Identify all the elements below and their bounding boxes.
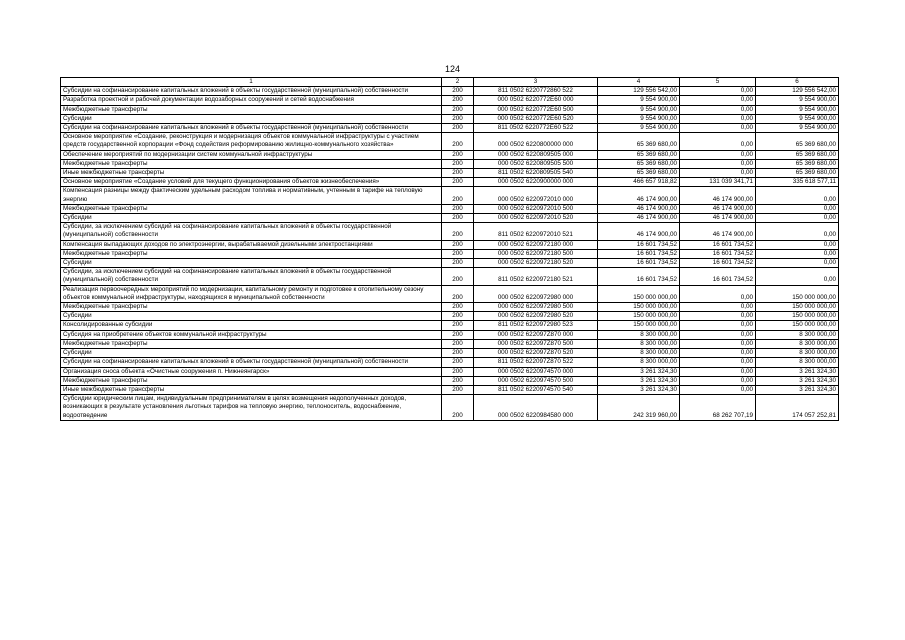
item-name: Субсидии — [61, 349, 442, 358]
amount-col6: 65 369 680,00 — [756, 133, 839, 150]
amount-col5: 46 174 900,00 — [680, 214, 756, 223]
item-name: Иные межбюджетные трансферты — [61, 169, 442, 178]
line-code: 200 — [442, 249, 474, 258]
amount-col4: 150 000 000,00 — [598, 312, 680, 321]
amount-col4: 3 261 324,30 — [598, 367, 680, 376]
item-name: Межбюджетные трансферты — [61, 303, 442, 312]
line-code: 200 — [442, 339, 474, 348]
amount-col5: 0,00 — [680, 87, 756, 96]
amount-col5: 0,00 — [680, 124, 756, 133]
line-code: 200 — [442, 268, 474, 285]
amount-col4: 9 554 900,00 — [598, 96, 680, 105]
amount-col4: 9 554 900,00 — [598, 114, 680, 123]
item-name: Субсидии юридическим лицам, индивидуальным предпринимателям в целях возмещения недополученных доходов, возникающих в результате установления льготных тарифов на тепловую энергию, теплоноситель, водоснабжение, водоотведение — [61, 395, 442, 421]
budget-classification-code: 811 0502 6220972180 521 — [474, 268, 598, 285]
line-code: 200 — [442, 105, 474, 114]
amount-col5: 0,00 — [680, 169, 756, 178]
table-row — [61, 385, 839, 394]
budget-classification-code: 000 0502 6220800000 000 — [474, 133, 598, 150]
amount-col4: 46 174 900,00 — [598, 214, 680, 223]
item-name: Межбюджетные трансферты — [61, 249, 442, 258]
budget-classification-code: 000 0502 6220772E60 000 — [474, 96, 598, 105]
page-number: 124 — [444, 64, 461, 74]
amount-col6: 65 369 680,00 — [756, 150, 839, 159]
amount-col6: 65 369 680,00 — [756, 159, 839, 168]
item-name: Основное мероприятие «Создание, реконструкция и модернизация объектов коммунальной инфраструктуры с участием средств государственной корпорации «Фонд содействия реформированию жилищно-коммунального хозяйства» — [61, 133, 442, 150]
amount-col5: 0,00 — [680, 133, 756, 150]
header-row — [61, 78, 839, 87]
amount-col6: 150 000 000,00 — [756, 285, 839, 302]
budget-classification-code: 811 0502 622097Z870 522 — [474, 358, 598, 367]
budget-classification-code: 000 0502 6220972010 500 — [474, 204, 598, 213]
budget-classification-code: 000 0502 6220972180 000 — [474, 240, 598, 249]
table-row — [61, 240, 839, 249]
budget-classification-code: 000 0502 6220972010 000 — [474, 187, 598, 204]
budget-classification-code: 000 0502 622097Z870 520 — [474, 349, 598, 358]
table-row — [61, 105, 839, 114]
amount-col4: 8 300 000,00 — [598, 330, 680, 339]
table-body — [61, 87, 839, 421]
amount-col4: 46 174 900,00 — [598, 223, 680, 240]
item-name: Обеспечение мероприятий по модернизации систем коммунальной инфраструктуры — [61, 150, 442, 159]
line-code: 200 — [442, 87, 474, 96]
amount-col6: 0,00 — [756, 268, 839, 285]
amount-col6: 8 300 000,00 — [756, 339, 839, 348]
amount-col5: 0,00 — [680, 96, 756, 105]
table-row — [61, 268, 839, 285]
table-row — [61, 349, 839, 358]
amount-col5: 0,00 — [680, 349, 756, 358]
budget-classification-code: 811 0502 6220972010 521 — [474, 223, 598, 240]
header-cell: 2 — [442, 78, 474, 87]
budget-classification-code: 000 0502 6220972980 500 — [474, 303, 598, 312]
header-cell: 5 — [680, 78, 756, 87]
amount-col4: 65 369 680,00 — [598, 150, 680, 159]
amount-col4: 9 554 900,00 — [598, 124, 680, 133]
item-name: Основное мероприятие «Создание условий для текущего функционирования объектов жизнеобеспечения» — [61, 178, 442, 187]
amount-col5: 0,00 — [680, 321, 756, 330]
amount-col4: 65 369 680,00 — [598, 159, 680, 168]
amount-col4: 46 174 900,00 — [598, 187, 680, 204]
item-name: Субсидии — [61, 114, 442, 123]
amount-col5: 131 039 341,71 — [680, 178, 756, 187]
amount-col4: 9 554 900,00 — [598, 105, 680, 114]
table-row — [61, 178, 839, 187]
item-name: Межбюджетные трансферты — [61, 204, 442, 213]
amount-col6: 150 000 000,00 — [756, 303, 839, 312]
amount-col6: 0,00 — [756, 223, 839, 240]
amount-col5: 0,00 — [680, 385, 756, 394]
item-name: Межбюджетные трансферты — [61, 376, 442, 385]
item-name: Субсидии — [61, 312, 442, 321]
amount-col5: 16 601 734,52 — [680, 259, 756, 268]
amount-col5: 46 174 900,00 — [680, 204, 756, 213]
amount-col4: 16 601 734,52 — [598, 268, 680, 285]
table-row — [61, 321, 839, 330]
line-code: 200 — [442, 124, 474, 133]
amount-col5: 0,00 — [680, 285, 756, 302]
table-row — [61, 285, 839, 302]
table-row — [61, 124, 839, 133]
table-row — [61, 395, 839, 421]
amount-col4: 16 601 734,52 — [598, 259, 680, 268]
amount-col6: 8 300 000,00 — [756, 349, 839, 358]
table-row — [61, 330, 839, 339]
budget-classification-code: 811 0502 6220972980 523 — [474, 321, 598, 330]
table-row — [61, 87, 839, 96]
amount-col6: 129 556 542,00 — [756, 87, 839, 96]
table-row — [61, 312, 839, 321]
line-code: 200 — [442, 133, 474, 150]
budget-classification-code: 811 0502 6220772E60 522 — [474, 124, 598, 133]
line-code: 200 — [442, 187, 474, 204]
amount-col5: 0,00 — [680, 114, 756, 123]
budget-classification-code: 000 0502 6220809505 500 — [474, 159, 598, 168]
budget-classification-code: 000 0502 6220972180 500 — [474, 249, 598, 258]
item-name: Консолидированные субсидии — [61, 321, 442, 330]
table-row — [61, 358, 839, 367]
budget-classification-code: 000 0502 6220809505 000 — [474, 150, 598, 159]
amount-col4: 466 657 918,82 — [598, 178, 680, 187]
line-code: 200 — [442, 159, 474, 168]
amount-col5: 68 262 707,19 — [680, 395, 756, 421]
table-row — [61, 114, 839, 123]
budget-classification-code: 811 0502 6220974570 540 — [474, 385, 598, 394]
table-row — [61, 303, 839, 312]
budget-classification-code: 000 0502 6220772E60 520 — [474, 114, 598, 123]
table-row — [61, 376, 839, 385]
table-row — [61, 150, 839, 159]
budget-classification-code: 811 0502 6220772860 522 — [474, 87, 598, 96]
amount-col6: 9 554 900,00 — [756, 124, 839, 133]
line-code: 200 — [442, 150, 474, 159]
line-code: 200 — [442, 240, 474, 249]
item-name: Субсидии, за исключением субсидий на софинансирование капитальных вложений в объекты государственной (муниципальной) собственности — [61, 223, 442, 240]
amount-col6: 8 300 000,00 — [756, 330, 839, 339]
line-code: 200 — [442, 96, 474, 105]
amount-col6: 0,00 — [756, 240, 839, 249]
amount-col5: 0,00 — [680, 159, 756, 168]
amount-col5: 0,00 — [680, 150, 756, 159]
line-code: 200 — [442, 169, 474, 178]
line-code: 200 — [442, 204, 474, 213]
table-row — [61, 214, 839, 223]
line-code: 200 — [442, 330, 474, 339]
line-code: 200 — [442, 114, 474, 123]
item-name: Субсидия на приобретение объектов коммунальной инфраструктуры — [61, 330, 442, 339]
line-code: 200 — [442, 358, 474, 367]
item-name: Компенсация разницы между фактическим удельным расходом топлива и нормативным, учтенным в тарифе на тепловую энергию — [61, 187, 442, 204]
item-name: Реализация первоочередных мероприятий по модернизации, капитальному ремонту и подготовке к отопительному сезону объектов коммунальной инфраструктуры, находящихся в муниципальной собственности — [61, 285, 442, 302]
amount-col5: 0,00 — [680, 367, 756, 376]
amount-col6: 8 300 000,00 — [756, 358, 839, 367]
amount-col4: 8 300 000,00 — [598, 358, 680, 367]
amount-col6: 9 554 900,00 — [756, 96, 839, 105]
item-name: Организация сноса объекта «Очистные сооружения п. Нижнеянгарск» — [61, 367, 442, 376]
amount-col4: 3 261 324,30 — [598, 385, 680, 394]
budget-classification-code: 000 0502 6220900000 000 — [474, 178, 598, 187]
item-name: Субсидии на софинансирование капитальных вложений в объекты государственной (муниципальной) собственности — [61, 358, 442, 367]
amount-col5: 0,00 — [680, 339, 756, 348]
line-code: 200 — [442, 367, 474, 376]
table-row — [61, 259, 839, 268]
table-row — [61, 249, 839, 258]
amount-col6: 65 369 680,00 — [756, 169, 839, 178]
amount-col5: 16 601 734,52 — [680, 249, 756, 258]
line-code: 200 — [442, 385, 474, 394]
amount-col6: 150 000 000,00 — [756, 321, 839, 330]
table-row — [61, 187, 839, 204]
amount-col4: 150 000 000,00 — [598, 303, 680, 312]
amount-col4: 242 319 960,00 — [598, 395, 680, 421]
line-code: 200 — [442, 376, 474, 385]
amount-col6: 0,00 — [756, 204, 839, 213]
amount-col6: 0,00 — [756, 249, 839, 258]
table-row — [61, 159, 839, 168]
line-code: 200 — [442, 312, 474, 321]
header-cell: 4 — [598, 78, 680, 87]
item-name: Межбюджетные трансферты — [61, 105, 442, 114]
budget-classification-code: 000 0502 6220972980 000 — [474, 285, 598, 302]
amount-col6: 9 554 900,00 — [756, 105, 839, 114]
line-code: 200 — [442, 303, 474, 312]
amount-col5: 0,00 — [680, 105, 756, 114]
amount-col4: 150 000 000,00 — [598, 285, 680, 302]
amount-col5: 0,00 — [680, 312, 756, 321]
budget-classification-code: 000 0502 6220974570 000 — [474, 367, 598, 376]
amount-col4: 8 300 000,00 — [598, 339, 680, 348]
amount-col6: 9 554 900,00 — [756, 114, 839, 123]
table-row — [61, 367, 839, 376]
line-code: 200 — [442, 285, 474, 302]
amount-col6: 3 261 324,30 — [756, 385, 839, 394]
amount-col4: 8 300 000,00 — [598, 349, 680, 358]
amount-col4: 65 369 680,00 — [598, 133, 680, 150]
budget-table — [60, 77, 839, 421]
item-name: Субсидии — [61, 214, 442, 223]
budget-classification-code: 811 0502 6220809505 540 — [474, 169, 598, 178]
table-row — [61, 204, 839, 213]
line-code: 200 — [442, 214, 474, 223]
budget-classification-code: 000 0502 622097Z870 000 — [474, 330, 598, 339]
amount-col4: 16 601 734,52 — [598, 240, 680, 249]
item-name: Разработка проектной и рабочей документации водозаборных сооружений и сетей водоснабжения — [61, 96, 442, 105]
amount-col6: 0,00 — [756, 187, 839, 204]
amount-col5: 0,00 — [680, 303, 756, 312]
item-name: Иные межбюджетные трансферты — [61, 385, 442, 394]
table-row — [61, 339, 839, 348]
table-row — [61, 133, 839, 150]
amount-col4: 150 000 000,00 — [598, 321, 680, 330]
table-row — [61, 223, 839, 240]
amount-col5: 16 601 734,52 — [680, 268, 756, 285]
item-name: Компенсация выпадающих доходов по электроэнергии, вырабатываемой дизельными электростанциями — [61, 240, 442, 249]
line-code: 200 — [442, 321, 474, 330]
budget-classification-code: 000 0502 6220974570 500 — [474, 376, 598, 385]
line-code: 200 — [442, 178, 474, 187]
amount-col6: 3 261 324,30 — [756, 367, 839, 376]
table-row — [61, 96, 839, 105]
header-cell: 3 — [474, 78, 598, 87]
amount-col5: 46 174 900,00 — [680, 223, 756, 240]
amount-col6: 150 000 000,00 — [756, 312, 839, 321]
amount-col4: 16 601 734,52 — [598, 249, 680, 258]
amount-col6: 0,00 — [756, 214, 839, 223]
item-name: Субсидии, за исключением субсидий на софинансирование капитальных вложений в объекты государственной (муниципальной) собственности — [61, 268, 442, 285]
item-name: Межбюджетные трансферты — [61, 339, 442, 348]
table-row — [61, 169, 839, 178]
header-cell: 1 — [61, 78, 442, 87]
line-code: 200 — [442, 223, 474, 240]
budget-classification-code: 000 0502 6220972980 520 — [474, 312, 598, 321]
amount-col4: 129 556 542,00 — [598, 87, 680, 96]
amount-col6: 174 057 252,81 — [756, 395, 839, 421]
amount-col6: 0,00 — [756, 259, 839, 268]
amount-col5: 16 601 734,52 — [680, 240, 756, 249]
amount-col4: 3 261 324,30 — [598, 376, 680, 385]
item-name: Субсидии на софинансирование капитальных вложений в объекты государственной (муниципальной) собственности — [61, 124, 442, 133]
item-name: Субсидии на софинансирование капитальных вложений в объекты государственной (муниципальной) собственности — [61, 87, 442, 96]
item-name: Межбюджетные трансферты — [61, 159, 442, 168]
amount-col6: 3 261 324,30 — [756, 376, 839, 385]
budget-classification-code: 000 0502 6220972180 520 — [474, 259, 598, 268]
budget-classification-code: 000 0502 622097Z870 500 — [474, 339, 598, 348]
budget-classification-code: 000 0502 6220972010 520 — [474, 214, 598, 223]
line-code: 200 — [442, 395, 474, 421]
amount-col5: 46 174 900,00 — [680, 187, 756, 204]
amount-col4: 65 369 680,00 — [598, 169, 680, 178]
line-code: 200 — [442, 349, 474, 358]
amount-col5: 0,00 — [680, 376, 756, 385]
amount-col4: 46 174 900,00 — [598, 204, 680, 213]
budget-classification-code: 000 0502 6220772E60 500 — [474, 105, 598, 114]
header-cell: 6 — [756, 78, 839, 87]
line-code: 200 — [442, 259, 474, 268]
item-name: Субсидии — [61, 259, 442, 268]
budget-classification-code: 000 0502 6220984580 000 — [474, 395, 598, 421]
amount-col5: 0,00 — [680, 358, 756, 367]
amount-col5: 0,00 — [680, 330, 756, 339]
amount-col6: 335 618 577,11 — [756, 178, 839, 187]
